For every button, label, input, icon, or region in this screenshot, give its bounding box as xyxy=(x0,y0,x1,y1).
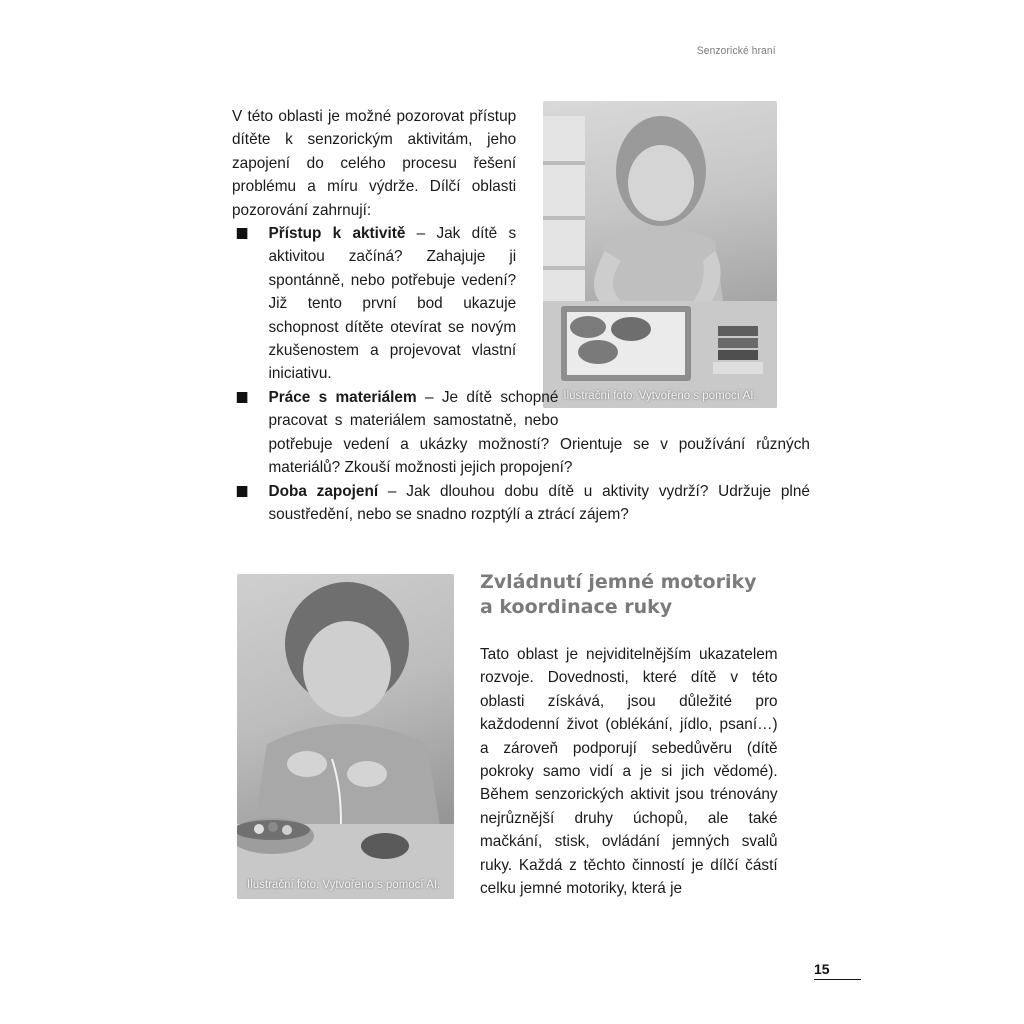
photo-caption: Ilustrační foto. Vytvořeno s pomocí AI. xyxy=(247,879,441,891)
list-item-prace xyxy=(232,386,810,480)
term-bold: Práce s materiálem xyxy=(268,389,417,406)
bullet-square-icon xyxy=(237,228,248,239)
photo-float-spacer xyxy=(558,386,810,432)
heading-line-1: Zvládnutí jemné motoriky xyxy=(480,571,757,593)
section-heading xyxy=(480,570,780,620)
observation-list xyxy=(232,222,516,386)
term-description: – Je dítě schopné pracovat s materiálem samostatně, nebo potřebuje vedení a ukázky možností? Orientuje se v používání různých materiálů? Zkouší možnosti jejich propojení? xyxy=(268,389,810,477)
page-number: 15 xyxy=(814,961,830,977)
running-header: Senzorické hraní xyxy=(697,45,776,57)
illustration-photo-girl-sensory-tray xyxy=(543,101,777,408)
term-description: – Jak dlouhou dobu dítě u aktivity vydrží? Udržuje plné soustředění, nebo se snadno rozptýlí a ztrácí zájem? xyxy=(268,482,810,524)
page-number-rule xyxy=(814,979,861,980)
term-bold: Doba zapojení xyxy=(268,482,379,500)
observation-section xyxy=(232,105,516,386)
bullet-square-icon xyxy=(237,392,248,403)
fine-motor-paragraph: Tato oblast je nejviditelnějším ukazatelem rozvoje. Dovednosti, které dítě v této oblasti získává, jsou důležité pro každodenní život (oblékání, jídlo, psaní…) a zároveň podporují sebedůvěru (dítě pokroky samo vidí a je si jich vědomé). Během senzorických aktivit jsou trénovány nejrůznější druhy úchopů, ale také mačkání, stisk, ovládání jemných svalů ruky. Každá z těchto činností je dílčí částí celku jemné motoriky, která je xyxy=(480,646,778,898)
heading-line-2: a koordinace ruky xyxy=(480,596,673,618)
term-bold: Přístup k aktivitě xyxy=(268,225,406,243)
photo-girl-artwork xyxy=(543,101,777,408)
photo-boy-artwork xyxy=(237,574,454,899)
bullet-square-icon xyxy=(237,486,248,497)
term-description: – Jak dítě s aktivitou začíná? Zahajuje ji spontánně, nebo potřebuje vedení? Již tento první bod ukazuje schopnost dítěte otevírat se novým zkušenostem a projevovat vlastní iniciativu. xyxy=(268,225,517,383)
list-item-doba xyxy=(232,480,810,527)
photo-caption: Ilustrační foto. Vytvořeno s pomocí AI. xyxy=(563,390,757,402)
illustration-photo-boy-threading-beads xyxy=(237,574,454,899)
list-item-pristup xyxy=(232,222,516,386)
intro-paragraph: V této oblasti je možné pozorovat přístup dítěte k senzorickým aktivitám, jeho zapojení do celého procesu řešení problému a míru výdrže. Dílčí oblasti pozorování zahrnují: xyxy=(232,108,517,219)
